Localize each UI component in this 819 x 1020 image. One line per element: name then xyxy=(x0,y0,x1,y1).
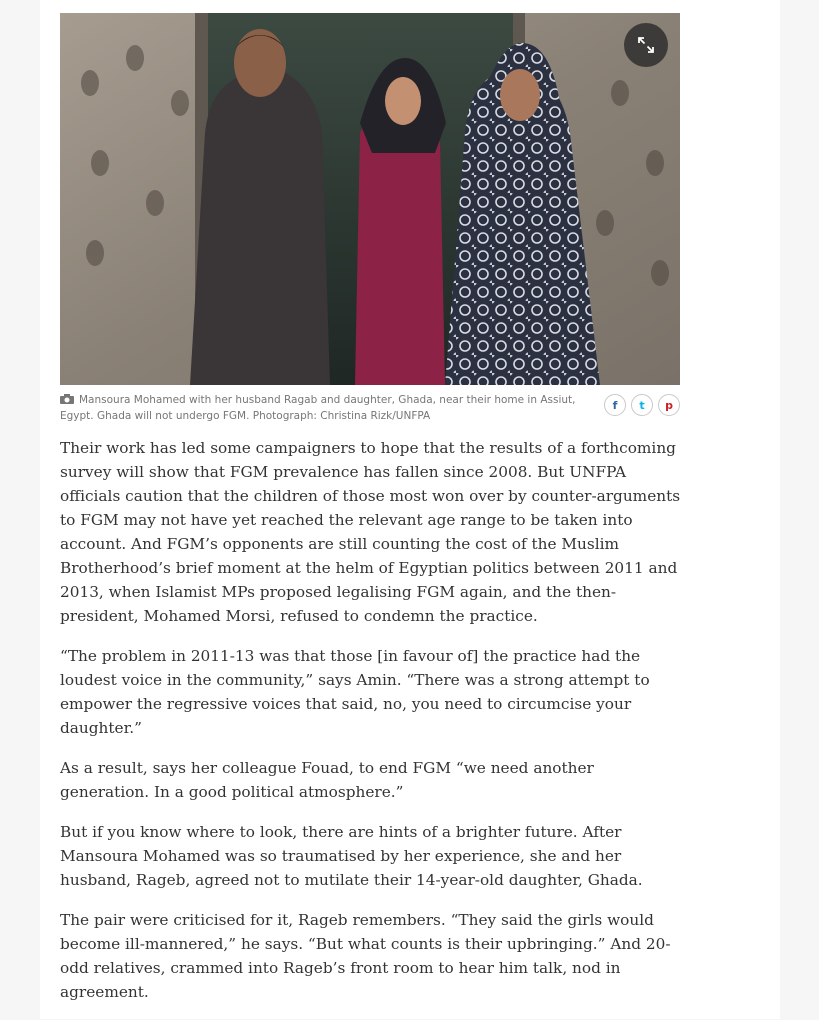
share-buttons xyxy=(604,394,680,416)
article-paragraph: But if you know where to look, there are hints of a brighter future. After Mansoura Mohamed was so traumatised by her experience, she and her husband, Rageb, agreed not to mutilate their 14-year-old daughter, Ghada. xyxy=(60,823,643,889)
pinterest-share-button[interactable] xyxy=(658,394,680,416)
article-body xyxy=(60,436,682,1020)
article-page xyxy=(40,0,780,1019)
twitter-icon: t xyxy=(639,398,645,412)
article-photo[interactable] xyxy=(60,13,680,385)
article-paragraph: “The problem in 2011-13 was that those [in favour of] the practice had the loudest voice in the community,” says Amin. “There was a strong attempt to empower the regressive voices that said, no, you need to circumcise your daughter.” xyxy=(60,647,650,737)
pinterest-icon: p xyxy=(665,398,673,412)
caption-text: Mansoura Mohamed with her husband Ragab and daughter, Ghada, near their home in Assiut, Egypt. Ghada will not undergo FGM. Photograph: Christina Rizk/UNFPA xyxy=(60,394,576,422)
figure-caption-row xyxy=(60,392,680,434)
figure-caption xyxy=(60,392,585,424)
article-paragraph: Their work has led some campaigners to hope that the results of a forthcoming survey will show that FGM prevalence has fallen since 2008. But UNFPA officials caution that the children of those most won over by counter-arguments to FGM may not have yet reached the relevant age range to be taken into account. And FGM’s opponents are still counting the cost of the Muslim Brotherhood’s brief moment at the helm of Egyptian politics between 2011 and 2013, when Islamist MPs proposed legalising FGM again, and the then-president, Mohamed Morsi, refused to condemn the practice. xyxy=(60,439,681,625)
article-paragraph: As a result, says her colleague Fouad, to end FGM “we need another generation. In a good political atmosphere.” xyxy=(60,759,594,801)
facebook-icon: f xyxy=(612,398,618,412)
twitter-share-button[interactable] xyxy=(631,394,653,416)
expand-icon xyxy=(636,35,656,55)
photo-illustration xyxy=(60,13,680,385)
article-paragraph: The pair were criticised for it, Rageb remembers. “They said the girls would become ill-mannered,” he says. “But what counts is their upbringing.” And 20-odd relatives, crammed into Rageb’s front room to hear him talk, nod in agreement. xyxy=(60,911,671,1001)
camera-icon xyxy=(60,394,74,404)
expand-image-button[interactable] xyxy=(624,23,668,67)
facebook-share-button[interactable] xyxy=(604,394,626,416)
